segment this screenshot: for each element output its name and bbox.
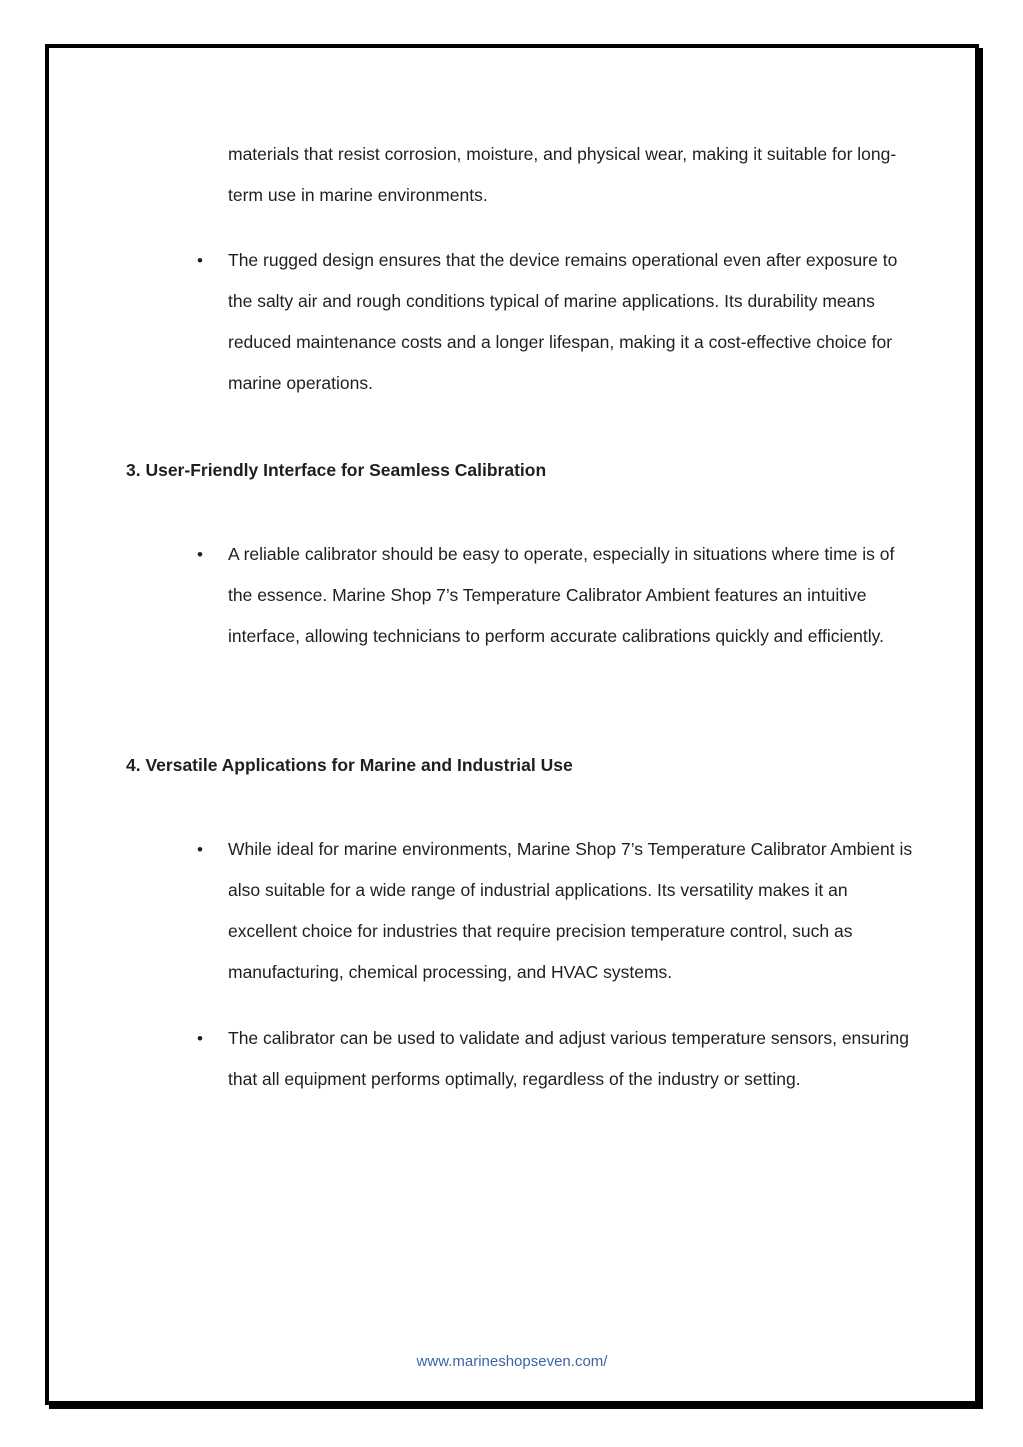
bullet-icon: • <box>197 251 203 270</box>
bullet-icon: • <box>197 840 203 859</box>
section-heading-versatile-applications: 4. Versatile Applications for Marine and Industrial Use <box>126 755 573 775</box>
footer-website-link[interactable]: www.marineshopseven.com/ <box>416 1353 608 1370</box>
list-item-text: A reliable calibrator should be easy to operate, especially in situations where time is of the essence. Marine Shop 7’s Temperature Calibrator Ambient features an intuitive interface, allowing technicians to perform accurate calibrations quickly and efficiently. <box>228 544 895 646</box>
section-heading-user-friendly: 3. User-Friendly Interface for Seamless Calibration <box>126 460 547 480</box>
list-item-text: The rugged design ensures that the device remains operational even after exposure to the salty air and rough conditions typical of marine applications. Its durability means reduced maintenance costs and a longer lifespan, making it a cost-effective choice for marine operations. <box>228 250 898 393</box>
list-item <box>197 829 918 993</box>
list-item <box>197 240 918 404</box>
bullet-icon: • <box>197 1029 203 1048</box>
document-page <box>45 44 979 1405</box>
list-item <box>197 1018 918 1100</box>
list-item-text: While ideal for marine environments, Marine Shop 7’s Temperature Calibrator Ambient is also suitable for a wide range of industrial applications. Its versatility makes it an excellent choice for industries that require precision temperature control, such as manufacturing, chemical processing, and HVAC systems. <box>228 839 913 982</box>
bullet-icon: • <box>197 545 203 564</box>
list-item <box>197 534 918 657</box>
list-item-text: The calibrator can be used to validate and adjust various temperature sensors, ensuring that all equipment performs optimally, regardless of the industry or setting. <box>228 1028 909 1089</box>
continuation-paragraph: materials that resist corrosion, moisture, and physical wear, making it suitable for long-term use in marine environments. <box>228 144 897 205</box>
